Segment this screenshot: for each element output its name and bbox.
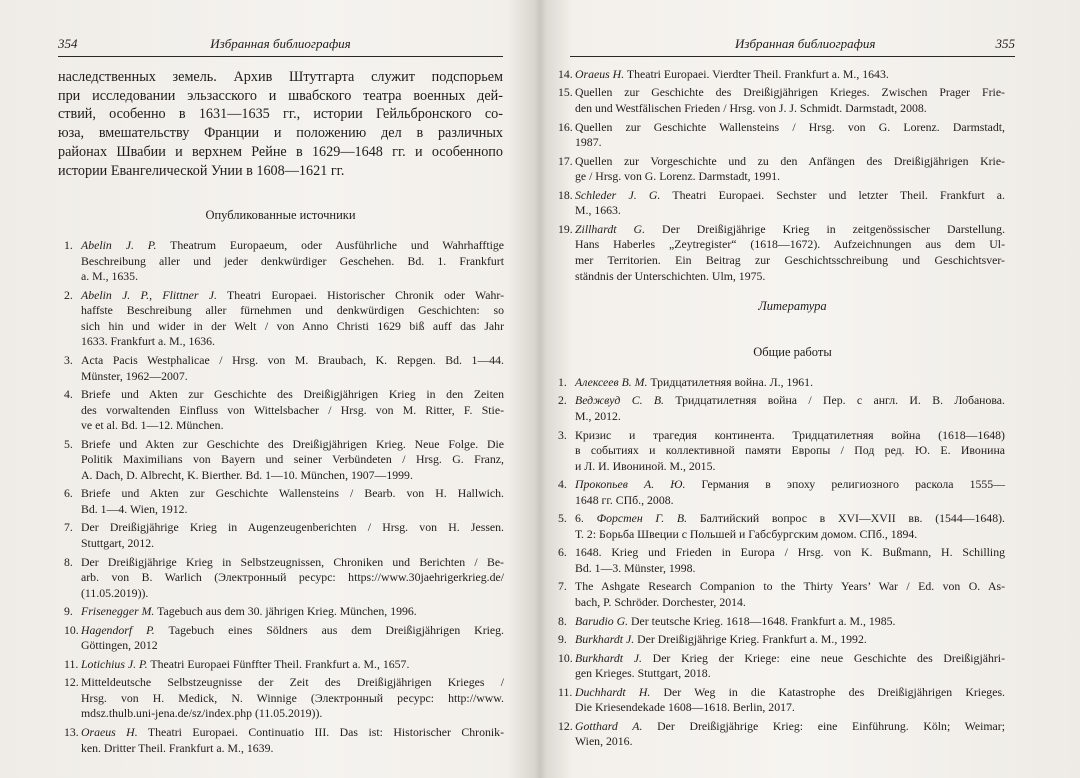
entry-text: (11.05.2019)). <box>81 585 149 600</box>
intro-line: истории Евангелической Унии в 1608—1621 гг. <box>58 162 345 179</box>
section-heading: Опубликованные источники <box>205 208 356 222</box>
entry-line <box>575 651 1005 667</box>
entry-line <box>81 468 504 484</box>
entry-line <box>81 623 504 639</box>
entry-number: 10. <box>558 650 573 665</box>
entry-line <box>575 409 1005 425</box>
entry-line <box>575 700 1005 716</box>
entry-text: Германия в эпоху религиозного раскола 1555— <box>685 477 1005 492</box>
entry-text: sich hin und wider in der Welt / von Anno Christi 1629 biß auff das Jahr <box>81 318 504 333</box>
entry-text: haffste Beschreibung aller fürnehmen und denkwürdigen Geschichten: so <box>81 303 504 318</box>
entry-line <box>81 238 504 254</box>
entry-text: The Ashgate Research Companion to the Thirty Years’ War / Ed. von O. As- <box>575 579 1005 594</box>
entry-text: Göttingen, 2012 <box>81 638 158 653</box>
entry-text: Der Dreißigjährige Krieg in zeitgenössischer Darstellung. <box>645 221 1006 236</box>
entry-line <box>575 135 1005 151</box>
entry-line <box>81 604 504 620</box>
entry-text: Hrsg. von H. Medick, N. Winnige (Электронный ресурс: http://www. <box>81 690 504 705</box>
entry-line <box>81 586 504 602</box>
entry-text: Die Kriesendekade 1608—1618. Berlin, 2017. <box>575 700 795 715</box>
bibliography-entry <box>64 555 504 602</box>
intro-line: при исследовании эльзасского и швабского театра военных дей- <box>58 87 503 104</box>
entry-number: 2. <box>64 287 73 302</box>
entry-line <box>575 477 1005 493</box>
entry-line <box>575 169 1005 185</box>
entry-line <box>575 120 1005 136</box>
entry-number: 6. <box>64 486 73 501</box>
bibliography-entry <box>558 120 1005 151</box>
entry-text: den und Westfälischen Frieden / Hrsg. von J. J. Schmidt. Darmstadt, 2008. <box>575 101 927 116</box>
entry-number: 7. <box>64 520 73 535</box>
bibliography-entry <box>558 614 1005 630</box>
entry-text: в событиях и коллективной памяти Европы / Под ред. Ю. Е. Ивонина <box>575 443 1005 458</box>
entry-text: Der Krieg der Kriege: eine neue Geschichte des Dreißigjähri- <box>641 650 1005 665</box>
bibliography-entry <box>558 579 1005 610</box>
entry-number: 1. <box>558 375 567 389</box>
author-name: Schleder J. G. <box>575 187 661 202</box>
entry-text: 1987. <box>575 135 602 150</box>
entry-text: Quellen zur Vorgeschichte und zu den Anfängen des Dreißigjährigen Krie- <box>575 153 1005 168</box>
entry-text: Stuttgart, 2012. <box>81 536 155 551</box>
bibliography-entry <box>64 353 504 384</box>
author-name: Duchhardt H. <box>575 684 651 699</box>
entry-text: mer Territorien. Ein Beitrag zur Geschichtsschreibung und Geschichtsver- <box>575 252 1005 267</box>
bibliography-entry <box>64 486 504 517</box>
entry-text: 6. <box>575 511 597 526</box>
entry-text: ken. Dritter Theil. Frankfurt a. M., 1639. <box>81 740 274 755</box>
intro-line: ствий, особенно в 1631—1635 гг., истории Гейльбронского со- <box>58 106 503 123</box>
entry-text: Тридцатилетняя война. Л., 1961. <box>647 375 814 389</box>
entry-number: 13. <box>64 724 79 739</box>
entry-line <box>575 595 1005 611</box>
entry-text: и Л. И. Ивониной. М., 2015. <box>575 458 716 473</box>
entry-text: М., 2012. <box>575 409 621 424</box>
entry-text: 1648. Krieg und Frieden in Europa / Hrsg. von K. Bußmann, H. Schilling <box>575 545 1005 560</box>
entry-text: Theatri Europaei. Vierdter Theil. Frankfurt a. M., 1643. <box>624 67 889 81</box>
bibliography-entry <box>558 85 1005 116</box>
entry-text: Тридцатилетняя война / Пер. с англ. И. В. Лобанова. <box>664 393 1005 408</box>
entry-text: Bd. 1—4. Wien, 1912. <box>81 501 188 516</box>
entry-line <box>81 706 504 722</box>
entry-text: Mitteldeutsche Selbstzeugnisse der Zeit des Dreißigjährigen Krieges / <box>81 675 504 690</box>
bibliography-entry <box>64 387 504 434</box>
author-name: Abelin J. P. <box>81 238 157 252</box>
entry-number: 1. <box>64 238 73 252</box>
entry-number: 7. <box>558 579 567 594</box>
entry-text: Т. 2: Борьба Швеции с Польшей и Габсбургским домом. СПб., 1894. <box>575 526 918 541</box>
entry-number: 9. <box>558 632 567 647</box>
entry-text: Briefe und Akten zur Geschichte des Dreißigjährigen Krieg in den Zeiten <box>81 387 504 402</box>
entry-line <box>575 511 1005 527</box>
entry-line <box>81 675 504 691</box>
entry-text: Beschreibung aller und jeder denkwürdiger Geschehen. Bd. 1. Frankfurt <box>81 253 504 268</box>
bibliography-entry <box>558 188 1005 219</box>
bibliography-entry <box>64 520 504 551</box>
bibliography-entry <box>558 651 1005 682</box>
entry-line <box>81 657 504 673</box>
bibliography-entry <box>64 623 504 654</box>
entry-text: Tagebuch eines Söldners aus dem Dreißigjährigen Krieg. <box>154 622 504 637</box>
bibliography-entry <box>64 675 504 722</box>
bibliography-entry <box>558 545 1005 576</box>
author-name: Веджвуд С. В. <box>575 393 665 408</box>
entry-text: 1648 гг. СПб., 2008. <box>575 492 674 507</box>
entry-number: 17. <box>558 153 573 168</box>
entry-line <box>81 353 504 369</box>
author-name: Barudio G. <box>575 613 629 628</box>
entry-line <box>81 303 504 319</box>
entry-text: gen Krieges. Stuttgart, 2018. <box>575 666 711 681</box>
entry-number: 16. <box>558 119 573 134</box>
entry-number: 11. <box>558 684 573 699</box>
entry-number: 11. <box>64 656 79 671</box>
entry-text: a. M., 1635. <box>81 269 139 284</box>
entry-line <box>81 334 504 350</box>
entry-line <box>81 418 504 434</box>
entry-line <box>81 403 504 419</box>
entry-line <box>575 375 1005 391</box>
entry-number: 2. <box>558 393 567 408</box>
entry-number: 3. <box>64 352 73 367</box>
entry-number: 14. <box>558 67 573 81</box>
entry-number: 18. <box>558 187 573 202</box>
bibliography-entry <box>558 375 1005 391</box>
entry-number: 19. <box>558 221 573 236</box>
entry-line <box>81 691 504 707</box>
entry-text: Hans Haberles „Zeytregister“ (1618—1672). Aufzeichnungen aus dem Ul- <box>575 237 1005 252</box>
entry-line <box>575 561 1005 577</box>
author-name: Алексеев В. М. <box>575 375 648 389</box>
bibliography-entry <box>64 437 504 484</box>
author-name: Burkhardt J. <box>575 632 635 647</box>
entry-number: 5. <box>558 511 567 526</box>
entry-number: 8. <box>558 613 567 628</box>
entry-text: ge / Hrsg. von G. Lorenz. Darmstadt, 1991. <box>575 169 781 184</box>
entry-line <box>81 437 504 453</box>
bibliography-entry <box>558 632 1005 648</box>
bibliography-entry <box>558 393 1005 424</box>
page-number: 355 <box>995 36 1015 51</box>
entry-text: Theatri Europaei Fünffter Theil. Frankfurt a. M., 1657. <box>147 656 410 671</box>
entry-line <box>575 545 1005 561</box>
entry-text: Der Weg in die Katastrophe des Dreißigjährigen Krieges. <box>650 684 1005 699</box>
entry-line <box>81 741 504 757</box>
entry-text: Briefe und Akten zur Geschichte des Dreißigjährigen Krieg. Neue Folge. Die <box>81 436 504 451</box>
running-title: Избранная библиография <box>735 36 876 51</box>
entry-line <box>575 67 1005 83</box>
bibliography-entry <box>64 288 504 350</box>
running-header <box>570 34 1015 57</box>
bibliography-entry <box>64 604 504 620</box>
bibliography-entry <box>558 511 1005 542</box>
bibliography-entry <box>64 725 504 756</box>
author-name: Форстен Г. В. <box>596 511 688 526</box>
intro-line: юза, вмешательству Франции и положению дел в различных <box>58 125 503 142</box>
bibliography-entry <box>558 477 1005 508</box>
author-name: Hagendorf P. <box>81 622 155 637</box>
entry-text: Tagebuch aus dem 30. jährigen Krieg. München, 1996. <box>154 604 417 619</box>
bibliography-list <box>64 238 504 759</box>
entry-text: Briefe und Akten zur Geschichte Wallensteins / Bearb. von H. Hallwich. <box>81 486 504 501</box>
bibliography-entry <box>558 685 1005 716</box>
intro-line: наследственных земель. Архив Штутгарта служит подспорьем <box>58 69 503 85</box>
intro-line: районах Швабии и верхнем Рейне в 1629—1648 гг. и особеннопо <box>58 143 503 160</box>
bibliography-entry <box>558 428 1005 475</box>
intro-paragraph <box>58 68 503 180</box>
entry-line <box>81 570 504 586</box>
entry-number: 12. <box>64 675 79 690</box>
entry-line <box>575 222 1005 238</box>
entry-number: 6. <box>558 545 567 560</box>
entry-line <box>575 428 1005 444</box>
author-name: Burkhardt J. <box>575 650 642 665</box>
entry-text: 1633. Frankfurt a. M., 1636. <box>81 334 216 349</box>
page-number: 354 <box>58 36 78 51</box>
author-name: Gotthard A. <box>575 718 643 733</box>
entry-text: Quellen zur Geschichte Wallensteins / Hrsg. von G. Lorenz. Darmstadt, <box>575 119 1005 134</box>
entry-line <box>81 387 504 403</box>
entry-text: Theatri Europaei. Historischer Chronik oder Wahr- <box>216 287 505 302</box>
entry-line <box>81 725 504 741</box>
entry-line <box>81 369 504 385</box>
entry-line <box>575 685 1005 701</box>
entry-text: Theatri Europaei. Sechster und letzter Theil. Frankfurt a. <box>660 187 1005 202</box>
entry-text: Wien, 2016. <box>575 734 633 749</box>
entry-text: Quellen zur Geschichte des Dreißigjährigen Krieges. Zwischen Prager Frie- <box>575 85 1005 100</box>
entry-number: 9. <box>64 604 73 619</box>
entry-line <box>575 527 1005 543</box>
entry-text: Der Dreißigjährige Krieg in Selbstzeugnissen, Chroniken und Berichten / Be- <box>81 554 504 569</box>
entry-text: M., 1663. <box>575 203 621 218</box>
entry-text: Der Dreißigjährige Krieg: eine Einführung. Köln; Weimar; <box>642 718 1006 733</box>
entry-text: Кризис и трагедия континента. Тридцатилетняя война (1618—1648) <box>575 427 1005 442</box>
author-name: Прокопьев А. Ю. <box>575 477 686 492</box>
author-name: Oraeus H. <box>575 67 625 81</box>
entry-line <box>575 188 1005 204</box>
entry-line <box>575 666 1005 682</box>
entry-line <box>575 443 1005 459</box>
entry-number: 4. <box>64 387 73 402</box>
bibliography-entry <box>64 238 504 285</box>
entry-text: bach, P. Schröder. Dorchester, 2014. <box>575 595 746 610</box>
entry-line <box>575 253 1005 269</box>
entry-line <box>81 319 504 335</box>
entry-line <box>81 288 504 304</box>
entry-text: ve et al. Bd. 1—12. München. <box>81 418 224 433</box>
right-page <box>540 0 1080 778</box>
bibliography-entry <box>558 67 1005 83</box>
entry-number: 4. <box>558 477 567 492</box>
entry-line <box>81 254 504 270</box>
entry-line <box>575 237 1005 253</box>
entry-line <box>81 486 504 502</box>
entry-line <box>575 393 1005 409</box>
bibliography-entry <box>558 719 1005 750</box>
bibliography-entry <box>558 222 1005 284</box>
entry-number: 5. <box>64 436 73 451</box>
entry-text: ständnis der Unterschichten. Ulm, 1975. <box>575 268 766 283</box>
entry-text: Theatrum Europaeum, oder Ausführliche und Wahrhafftige <box>156 238 505 252</box>
author-name: Frisenegger M. <box>81 604 155 619</box>
general-works-heading: Общие работы <box>753 345 832 359</box>
entry-text: Münster, 1962—2007. <box>81 368 188 383</box>
entry-number: 12. <box>558 718 573 733</box>
author-name: Oraeus H. <box>81 724 138 739</box>
entry-text: Theatri Europaei. Continuatio III. Das ist: Historischer Chronik- <box>137 724 505 739</box>
entry-text: Der teutsche Krieg. 1618—1648. Frankfurt a. M., 1985. <box>628 613 896 628</box>
entry-number: 3. <box>558 427 567 442</box>
entry-line <box>575 101 1005 117</box>
entry-line <box>575 493 1005 509</box>
entry-text: des vorwaltenden Einfluss von Wittelsbacher / Hrsg. von M. Ritter, F. Stie- <box>81 402 504 417</box>
entry-text: mdsz.thulb.uni-jena.de/sz/index.php (11.05.2019)). <box>81 706 323 721</box>
running-header <box>58 34 503 57</box>
entry-line <box>575 269 1005 285</box>
entry-text: arb. von B. Warlich (Электронный ресурс: https://www.30jaehrigerkrieg.de/ <box>81 570 504 585</box>
entry-text: Балтийский вопрос в XVI—XVII вв. (1544—1648). <box>687 511 1005 526</box>
bibliography-list <box>558 67 1005 287</box>
entry-line <box>81 536 504 552</box>
entry-line <box>81 638 504 654</box>
entry-text: Der Dreißigjährige Krieg in Augenzeugenberichten / Hrsg. von H. Jessen. <box>81 520 504 535</box>
entry-line <box>81 269 504 285</box>
entry-line <box>575 719 1005 735</box>
entry-line <box>575 203 1005 219</box>
entry-text: Bd. 1—3. Münster, 1998. <box>575 560 696 575</box>
entry-text: Acta Pacis Westphalicae / Hrsg. von M. Braubach, K. Repgen. Bd. 1—44. <box>81 352 504 367</box>
entry-line <box>81 520 504 536</box>
author-name: Lotichius J. P. <box>81 656 148 671</box>
entry-line <box>81 502 504 518</box>
entry-line <box>575 734 1005 750</box>
entry-text: A. Dach, D. Albrecht, K. Bierther. Bd. 1—10. München, 1907—1999. <box>81 467 413 482</box>
entry-text: Der Dreißigjährige Krieg. Frankfurt a. M., 1992. <box>634 632 867 647</box>
bibliography-entry <box>558 154 1005 185</box>
bibliography-entry <box>64 657 504 673</box>
entry-line <box>81 555 504 571</box>
entry-number: 10. <box>64 622 79 637</box>
entry-line <box>575 154 1005 170</box>
entry-line <box>575 459 1005 475</box>
running-title: Избранная библиография <box>210 36 351 51</box>
entry-line <box>575 632 1005 648</box>
entry-line <box>575 579 1005 595</box>
bibliography-list <box>558 375 1005 753</box>
entry-line <box>575 85 1005 101</box>
entry-line <box>575 614 1005 630</box>
literature-heading: Литература <box>758 299 827 313</box>
entry-text: Politik Maximilians von Bayern und seiner Verbündeten / Hrsg. G. Franz, <box>81 452 504 467</box>
entry-number: 15. <box>558 85 573 100</box>
author-name: Zillhardt G. <box>575 221 646 236</box>
entry-number: 8. <box>64 554 73 569</box>
author-name: Abelin J. P., Flittner J. <box>81 287 217 302</box>
entry-line <box>81 452 504 468</box>
